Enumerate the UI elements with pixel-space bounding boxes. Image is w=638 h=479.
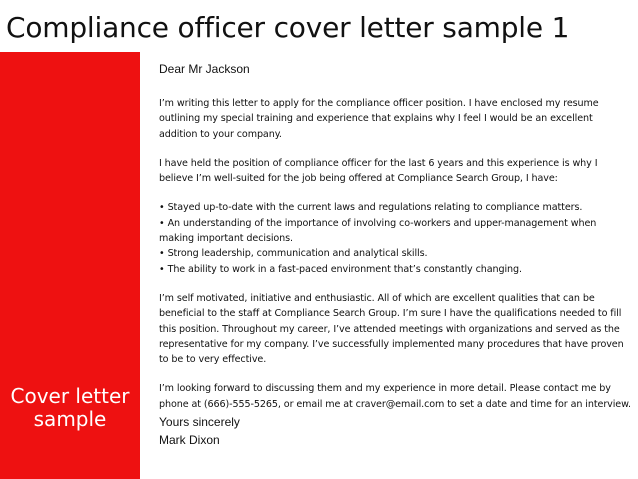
letter-signature: Mark Dixon (159, 433, 220, 448)
panel-caption (0, 385, 140, 431)
letter-closing: Yours sincerely (159, 415, 240, 430)
slide-title: Compliance officer cover letter sample 1 (6, 11, 570, 44)
qualification-item: • Strong leadership, communication and analytical skills. (159, 246, 633, 261)
cover-letter-body (159, 62, 633, 448)
qualification-item: • An understanding of the importance of involving co-workers and upper-management when making important decisions. (159, 216, 633, 247)
letter-paragraph-qualities: I’m self motivated, initiative and enthusiastic. All of which are excellent qualities that can be beneficial to the staff at Compliance Search Group. I’m sure I have the qualifications needed to fill this position. Throughout my career, I’ve attended meetings with organizations and served as the representative for my company. I’ve successfully implemented many procedures that have proven to be to very effective. (159, 292, 624, 366)
panel-caption-line1: Cover letter (10, 384, 130, 408)
letter-paragraph-experience: I have held the position of compliance officer for the last 6 years and this experience is why I believe I’m well-suited for the job being offered at Compliance Search Group, I have: (159, 157, 598, 185)
qualifications-list (159, 200, 633, 276)
panel-caption-line2: sample (33, 407, 107, 431)
letter-paragraph-intro: I’m writing this letter to apply for the compliance officer position. I have enclosed my resume outlining my special training and experience that explains why I feel I would be an excellent addition to your company. (159, 98, 599, 140)
qualification-item: • The ability to work in a fast-paced environment that’s constantly changing. (159, 262, 633, 277)
letter-salutation: Dear Mr Jackson (159, 62, 250, 76)
qualification-item: • Stayed up-to-date with the current laws and regulations relating to compliance matters. (159, 200, 633, 215)
letter-paragraph-contact: I’m looking forward to discussing them and my experience in more detail. Please contact me by phone at (666)-555-5265, or email me at craver@email.com to set a date and time for an interview. (159, 383, 631, 410)
